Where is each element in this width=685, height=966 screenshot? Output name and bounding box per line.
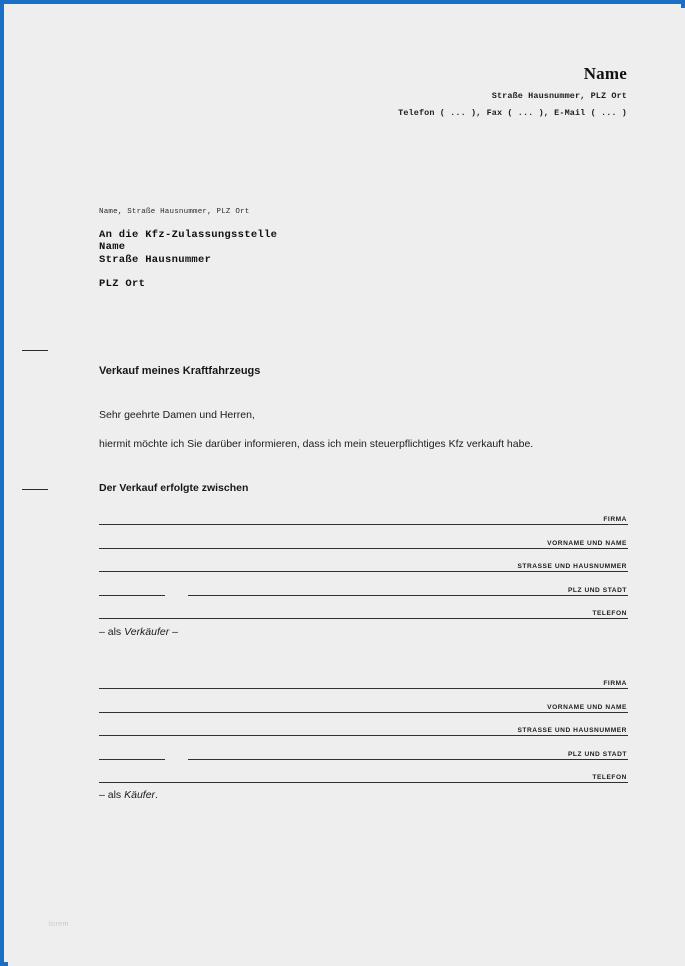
document-sheet [8, 8, 685, 966]
buyer-field-group [99, 670, 628, 787]
seller-field-group [99, 506, 628, 623]
letter-salutation: Sehr geehrte Damen und Herren, [99, 409, 255, 421]
seller-field-vorname-name[interactable] [99, 529, 628, 552]
fold-mark-upper [22, 350, 48, 351]
buyer-strasse-label: STRASSE UND HAUSNUMMER [517, 727, 627, 735]
recipient-block [99, 229, 277, 291]
buyer-plz-stadt-label: PLZ UND STADT [567, 750, 627, 758]
sender-contact: Telefon ( ... ), Fax ( ... ), E-Mail ( ... ) [398, 108, 627, 118]
buyer-vorname-name-label: VORNAME UND NAME [547, 703, 627, 711]
seller-field-firma[interactable] [99, 506, 628, 529]
buyer-stadt-rule[interactable] [188, 759, 628, 760]
buyer-firma-label: FIRMA [603, 680, 627, 688]
buyer-role-caption [99, 789, 158, 801]
page-watermark: lorem [49, 921, 70, 928]
buyer-field-telefon[interactable] [99, 764, 628, 787]
letter-subject: Verkauf meines Kraftfahrzeugs [99, 365, 261, 377]
recipient-spacer [99, 266, 277, 278]
buyer-role-suffix: . [155, 789, 158, 801]
buyer-field-vorname-name[interactable] [99, 693, 628, 716]
sender-block [398, 64, 627, 118]
return-address: Name, Straße Hausnummer, PLZ Ort [99, 208, 250, 216]
seller-telefon-label: TELEFON [592, 609, 627, 617]
seller-telefon-rule[interactable] [99, 618, 628, 619]
seller-field-telefon[interactable] [99, 600, 628, 623]
buyer-firma-rule[interactable] [99, 688, 628, 689]
buyer-telefon-label: TELEFON [592, 773, 627, 781]
seller-field-strasse[interactable] [99, 553, 628, 576]
fold-mark-lower [22, 489, 48, 490]
buyer-field-plz-stadt[interactable] [99, 740, 628, 763]
buyer-role-prefix: – als [99, 789, 125, 801]
seller-plz-stadt-label: PLZ UND STADT [567, 586, 627, 594]
recipient-line-4: PLZ Ort [99, 278, 146, 291]
seller-role-word: Verkäufer [124, 626, 170, 638]
seller-field-plz-stadt[interactable] [99, 576, 628, 599]
buyer-telefon-rule[interactable] [99, 782, 628, 783]
recipient-line-1: An die Kfz-Zulassungsstelle [99, 229, 278, 241]
buyer-plz-rule[interactable] [99, 759, 165, 760]
buyer-strasse-rule[interactable] [99, 735, 628, 736]
seller-firma-rule[interactable] [99, 524, 628, 525]
sender-address: Straße Hausnummer, PLZ Ort [491, 91, 627, 101]
seller-firma-label: FIRMA [603, 516, 627, 524]
seller-role-prefix: – als [99, 626, 125, 638]
seller-vorname-name-label: VORNAME UND NAME [547, 539, 627, 547]
buyer-vorname-name-rule[interactable] [99, 712, 628, 713]
seller-role-suffix: – [169, 626, 179, 638]
seller-strasse-rule[interactable] [99, 571, 628, 572]
recipient-line-3: Straße Hausnummer [99, 253, 212, 266]
seller-vorname-name-rule[interactable] [99, 548, 628, 549]
sender-name: Name [583, 64, 627, 83]
seller-plz-rule[interactable] [99, 595, 165, 596]
seller-role-caption [99, 626, 178, 638]
seller-strasse-label: STRASSE UND HAUSNUMMER [517, 563, 627, 571]
buyer-role-word: Käufer [124, 789, 156, 801]
seller-stadt-rule[interactable] [188, 595, 628, 596]
transaction-parties-heading: Der Verkauf erfolgte zwischen [99, 482, 249, 494]
letter-intro-paragraph: hiermit möchte ich Sie darüber informieren, dass ich mein steuerpflichtiges Kfz verkauft habe. [99, 438, 534, 450]
buyer-field-strasse[interactable] [99, 717, 628, 740]
recipient-line-2: Name [99, 241, 126, 254]
buyer-field-firma[interactable] [99, 670, 628, 693]
